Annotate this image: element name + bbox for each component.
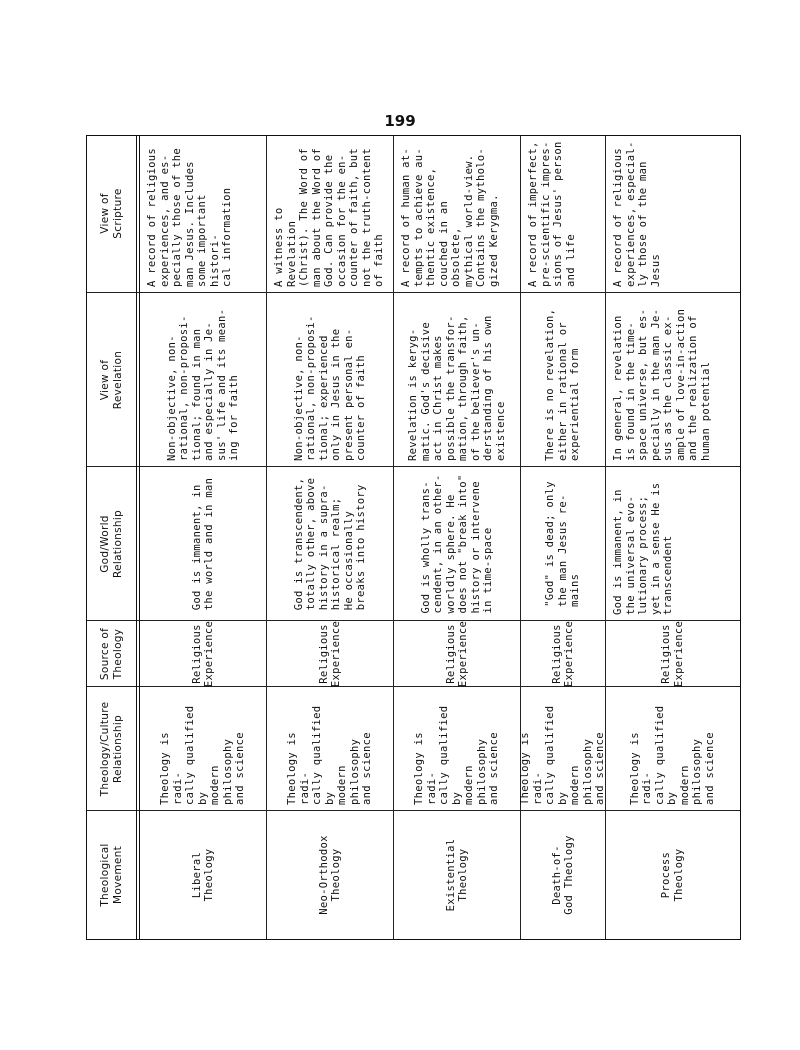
cell-scripture: A record of religious experiences, especial- ly those of the man Jesus xyxy=(611,140,661,287)
cell-revelation: In general, revelation is found in the time- space universe, but es- pecially in the man Je- sus as the classic ex- ample of love-in-action and the realization of human potential xyxy=(611,308,711,461)
table-header-row xyxy=(87,136,140,939)
cell-god-world: God is immanent, in the universal evo- lutionary process; yet in a sense He is transcendent xyxy=(611,482,674,615)
header-theology-culture-relationship: Theology/Culture Relationship xyxy=(98,701,123,796)
page-number: 199 xyxy=(384,112,416,130)
cell-god-world: God is immanent, in the world and in man xyxy=(190,477,215,610)
cell-movement: Existential Theology xyxy=(444,838,469,911)
cell-revelation: There is no revelation, either in rational or experiential form xyxy=(543,308,581,461)
cell-movement: Process Theology xyxy=(659,848,684,901)
cell-culture: Theology is radi- cally qualified by modern philosophy and science xyxy=(158,705,246,805)
cell-culture: Theology is radi- cally qualified by modern philosophy and science xyxy=(412,705,500,805)
cell-god-world: "God" is dead; only the man Jesus re- mains xyxy=(543,480,581,607)
cell-source: Religious Experience xyxy=(550,620,575,687)
cell-source: Religious Experience xyxy=(659,620,684,687)
header-theological-movement: Theological Movement xyxy=(98,842,123,907)
header-view-of-revelation: View of Revelation xyxy=(98,350,123,409)
cell-revelation: Non-objective, non- rational, non-proposi- tional; found in man and especially in Je- sus' life and its mean- ing for faith xyxy=(165,308,240,461)
cell-scripture: A record of imperfect, pre-scientific impres- sions of Jesus' person and life xyxy=(526,140,576,287)
cell-revelation: Revelation is keryg- matic. God's decisive act in Christ makes possible the transfor- mation, through faith, of the believer's un- derstanding of his own existence xyxy=(406,314,506,461)
cell-revelation: Non-objective, non- rational, non-proposi- tional; experienced only in Jesus in the present personal en- counter of faith xyxy=(292,314,367,461)
table-row-neo-orthodox xyxy=(267,136,394,939)
cell-movement: Liberal Theology xyxy=(190,848,215,901)
cell-scripture: A record of religious experiences, and es- pecially those of the man Jesus. Includes some important histori- cal information xyxy=(145,147,233,287)
table-row-death-of-god xyxy=(518,136,606,939)
cell-god-world: God is wholly trans- cendent, in an other- worldly sphere. He does not "break into" history or intervene in time-space xyxy=(419,473,494,614)
cell-god-world: God is transcendent, totally other, above history in a supra- historical realm; He occasionally breaks into history xyxy=(292,477,367,610)
table-row-liberal xyxy=(140,136,267,939)
cell-source: Religious Experience xyxy=(444,620,469,687)
header-source-of-theology: Source of Theology xyxy=(98,627,123,680)
cell-movement: Death-of- God Theology xyxy=(550,834,575,915)
cell-culture: Theology is radi- cally qualified by modern philosophy and science xyxy=(518,705,606,805)
cell-scripture: A witness to Revelation (Christ). The Word of man about the Word of God. Can provide the occasion for the en- counter of faith, but not the truth-content of faith xyxy=(272,147,385,287)
table-row-existential xyxy=(394,136,521,939)
cell-source: Religious Experience xyxy=(317,620,342,687)
cell-source: Religious Experience xyxy=(190,620,215,687)
cell-culture: Theology is radi- cally qualified by modern philosophy and science xyxy=(628,705,716,805)
cell-scripture: A record of human at- tempts to achieve au- thentic existence, couched in an obsolete, mythical world-view. Contains the mytholo- gized Kerygma. xyxy=(399,147,499,287)
theology-comparison-table xyxy=(86,135,741,940)
header-god-world-relationship: God/World Relationship xyxy=(98,509,123,578)
cell-culture: Theology is radi- cally qualified by modern philosophy and science xyxy=(285,705,373,805)
header-view-of-scripture: View of Scripture xyxy=(98,187,123,239)
table-row-process xyxy=(606,136,739,939)
cell-movement: Neo-Orthodox Theology xyxy=(317,834,342,915)
